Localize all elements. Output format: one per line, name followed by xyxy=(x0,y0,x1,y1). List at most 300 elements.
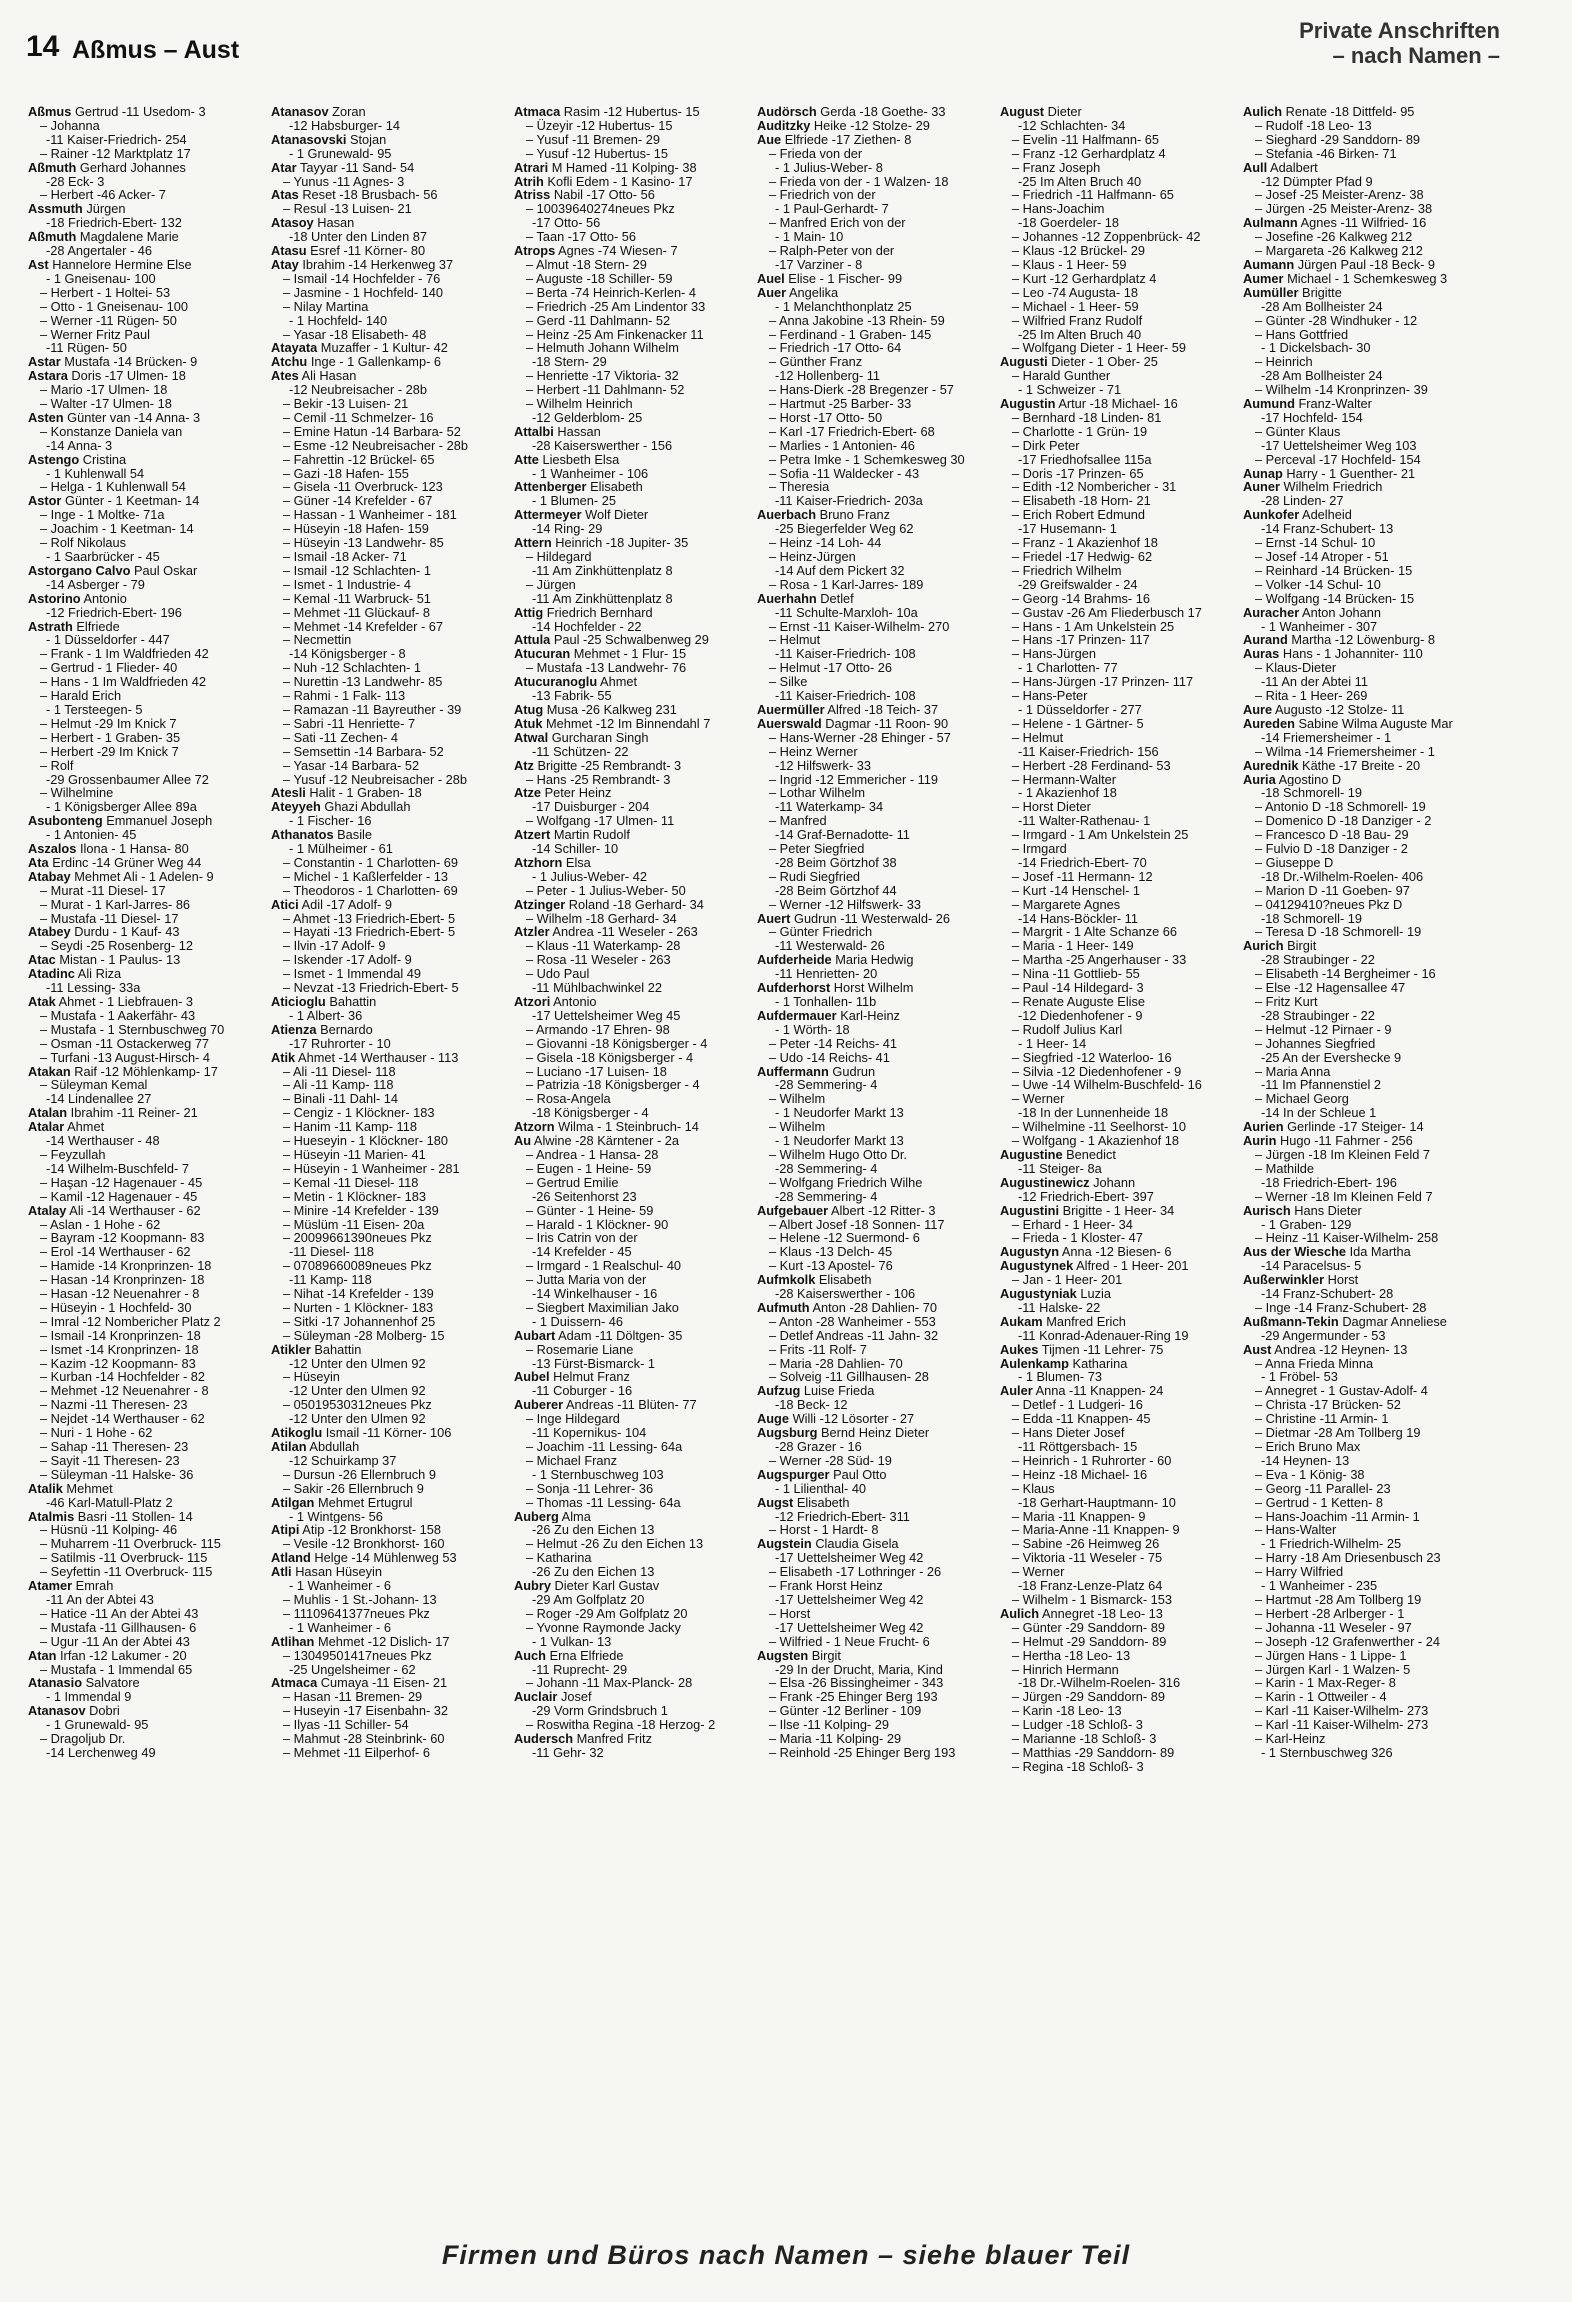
entry-detail: – Helmut xyxy=(1012,730,1064,745)
entry-detail: -18 Friedrich-Ebert- 132 xyxy=(46,216,182,231)
directory-entry xyxy=(271,1287,501,1301)
entry-detail: – Johannes -12 Zoppenbrück- 42 xyxy=(1012,230,1201,245)
directory-entry xyxy=(1000,105,1230,119)
entry-detail: – Reinhold -25 Ehinger Berg 193 xyxy=(769,1745,956,1760)
directory-entry xyxy=(1000,1092,1230,1106)
entry-detail: Bahattin xyxy=(314,1342,362,1357)
entry-detail: – Stefania -46 Birken- 71 xyxy=(1255,146,1397,161)
entry-surname: Aufzug xyxy=(757,1384,801,1399)
directory-entry xyxy=(757,1440,987,1454)
directory-entry xyxy=(1000,1009,1230,1023)
directory-entry xyxy=(514,884,744,898)
directory-entry xyxy=(271,453,501,467)
entry-detail: Tayyar -11 Sand- 54 xyxy=(299,160,415,175)
directory-entry xyxy=(271,1231,501,1245)
entry-surname: Aßmuth xyxy=(28,160,77,175)
entry-detail: – Inge Hildegard xyxy=(526,1412,620,1427)
entry-detail: -14 Franz-Schubert- 28 xyxy=(1261,1287,1394,1301)
directory-entry xyxy=(271,467,501,481)
directory-entry xyxy=(1000,383,1230,397)
entry-detail: – Wilma -14 Friemersheimer - 1 xyxy=(1255,744,1435,759)
entry-detail: -12 Hilfswerk- 33 xyxy=(775,758,872,773)
directory-entry xyxy=(28,731,258,745)
entry-detail: Gerhard Johannes xyxy=(79,160,186,175)
entry-detail: -11 Waterkamp- 34 xyxy=(775,800,884,815)
directory-entry xyxy=(28,161,258,175)
directory-entry xyxy=(1000,202,1230,216)
entry-detail: – Günter -12 Berliner - 109 xyxy=(769,1704,922,1719)
entry-detail: – Wolfgang -17 Ulmen- 11 xyxy=(526,814,675,829)
directory-entry xyxy=(1000,842,1230,856)
directory-entry xyxy=(1000,161,1230,175)
directory-entry xyxy=(28,870,258,884)
directory-entry xyxy=(1000,480,1230,494)
entry-detail: – Ismet - 1 Immendal 49 xyxy=(283,967,421,982)
entry-detail: -11 Halske- 22 xyxy=(1018,1300,1101,1315)
entry-detail: - 1 Wintgens- 56 xyxy=(289,1509,383,1524)
entry-detail: – Johann -11 Max-Planck- 28 xyxy=(526,1676,693,1691)
directory-entry xyxy=(271,1718,501,1732)
entry-detail: -17 Varziner - 8 xyxy=(775,257,863,272)
entry-detail: – Hans-Jürgen -17 Prinzen- 117 xyxy=(1012,675,1194,690)
directory-entry xyxy=(1243,898,1473,912)
directory-entry xyxy=(1000,1621,1230,1635)
directory-entry xyxy=(271,1426,501,1440)
directory-entry xyxy=(271,717,501,731)
directory-entry xyxy=(1000,508,1230,522)
directory-entry xyxy=(514,1496,744,1510)
directory-entry xyxy=(514,1510,744,1524)
entry-detail: – Helmut -26 Zu den Eichen 13 xyxy=(526,1537,704,1552)
entry-detail: – Ismail -12 Schlachten- 1 xyxy=(283,563,431,578)
directory-entry xyxy=(1243,1065,1473,1079)
entry-surname: Aurednik xyxy=(1243,758,1299,773)
directory-entry xyxy=(1243,1551,1473,1565)
directory-entry xyxy=(271,1190,501,1204)
entry-detail: Jürgen xyxy=(86,202,126,217)
entry-detail: – Gustav -26 Am Fliederbusch 17 xyxy=(1012,605,1202,620)
entry-detail: – Anna Frieda Minna xyxy=(1255,1356,1374,1371)
directory-entry xyxy=(757,202,987,216)
entry-detail: – Edith -12 Nombericher - 31 xyxy=(1012,480,1177,495)
directory-entry xyxy=(1243,1287,1473,1301)
entry-detail: – Sahap -11 Theresen- 23 xyxy=(40,1440,189,1454)
entry-detail: - 1 Sternbuschweg 103 xyxy=(532,1467,664,1482)
entry-detail: – 13049501417neues Pkz xyxy=(283,1648,432,1663)
directory-entry xyxy=(757,1176,987,1190)
entry-detail: – Ralph-Peter von der xyxy=(769,244,895,258)
entry-surname: Atienza xyxy=(271,1022,317,1037)
directory-entry xyxy=(28,633,258,647)
entry-detail: -17 Uettelsheimer Weg 42 xyxy=(775,1592,924,1607)
entry-surname: Atabay xyxy=(28,869,71,884)
directory-entry xyxy=(271,1176,501,1190)
entry-detail: – Klaus -12 Brückel- 29 xyxy=(1012,244,1146,258)
entry-surname: Atzhorn xyxy=(514,855,563,870)
directory-entry xyxy=(1000,689,1230,703)
directory-entry xyxy=(757,995,987,1009)
entry-surname: Auerhahn xyxy=(757,591,817,606)
directory-entry xyxy=(757,175,987,189)
entry-detail: – Ismail -18 Acker- 71 xyxy=(283,550,407,564)
directory-entry xyxy=(514,620,744,634)
directory-entry xyxy=(757,1746,987,1760)
directory-entry xyxy=(28,1565,258,1579)
directory-entry xyxy=(514,1245,744,1259)
directory-entry xyxy=(1243,620,1473,634)
entry-detail: – Werner -28 Süd- 19 xyxy=(769,1453,892,1468)
entry-detail: – Andrea - 1 Hansa- 28 xyxy=(526,1147,659,1162)
directory-entry xyxy=(28,1357,258,1371)
entry-detail: Andreas -11 Blüten- 77 xyxy=(565,1398,697,1413)
entry-detail: – Henriette -17 Viktoria- 32 xyxy=(526,369,679,384)
directory-entry xyxy=(1000,773,1230,787)
entry-detail: Harry - 1 Guenther- 21 xyxy=(1286,466,1416,481)
entry-detail: - 1 Düsseldorfer - 447 xyxy=(46,633,170,648)
directory-entry xyxy=(1000,1523,1230,1537)
section-title-line1: Private Anschriften xyxy=(1299,18,1500,43)
entry-detail: – Erhard - 1 Heer- 34 xyxy=(1012,1217,1133,1232)
entry-detail: – Siegfried -12 Waterloo- 16 xyxy=(1012,1050,1172,1065)
directory-entry xyxy=(1243,1579,1473,1593)
directory-entry xyxy=(757,578,987,592)
directory-entry xyxy=(757,1204,987,1218)
directory-entry xyxy=(1243,425,1473,439)
directory-entry xyxy=(757,786,987,800)
directory-entry xyxy=(1000,647,1230,661)
directory-entry xyxy=(1000,1106,1230,1120)
entry-detail: -14 Franz-Schubert- 13 xyxy=(1261,522,1394,537)
entry-detail: – Hans-Jürgen xyxy=(1012,647,1096,662)
entry-surname: Atte xyxy=(514,452,539,467)
directory-entry xyxy=(28,592,258,606)
entry-detail: Abdullah xyxy=(309,1440,360,1454)
entry-detail: -14 Asberger - 79 xyxy=(46,577,145,592)
directory-entry xyxy=(1243,578,1473,592)
entry-surname: Atalan xyxy=(28,1106,68,1121)
directory-entry xyxy=(1000,953,1230,967)
entry-surname: Augsburg xyxy=(757,1426,818,1440)
entry-detail: Josef xyxy=(560,1690,592,1705)
directory-entry xyxy=(28,1329,258,1343)
directory-entry xyxy=(1000,1482,1230,1496)
entry-surname: Astorgano Calvo xyxy=(28,563,131,578)
directory-entry xyxy=(1000,1663,1230,1677)
entry-detail: – Vesile -12 Bronkhorst- 160 xyxy=(283,1537,445,1552)
entry-detail: – Werner -11 Rügen- 50 xyxy=(40,313,177,328)
directory-entry xyxy=(514,1384,744,1398)
entry-detail: Annegret -18 Leo- 13 xyxy=(1041,1606,1163,1621)
directory-entry xyxy=(1243,341,1473,355)
directory-entry xyxy=(514,925,744,939)
directory-entry xyxy=(514,1635,744,1649)
directory-entry xyxy=(757,1496,987,1510)
entry-detail: – Uwe -14 Wilhelm-Buschfeld- 16 xyxy=(1012,1078,1202,1093)
entry-surname: Atalar xyxy=(28,1120,65,1135)
directory-entry xyxy=(271,119,501,133)
entry-detail: – Hildegard xyxy=(526,550,592,564)
entry-detail: – Ismet - 1 Industrie- 4 xyxy=(283,577,412,592)
entry-detail: – Luciano -17 Luisen- 18 xyxy=(526,1064,667,1079)
entry-detail: -11 Steiger- 8a xyxy=(1018,1161,1102,1176)
directory-entry xyxy=(514,1621,744,1635)
entry-detail: – Helmut -17 Otto- 26 xyxy=(769,661,893,676)
entry-detail: – Iskender -17 Adolf- 9 xyxy=(283,953,412,968)
directory-entry xyxy=(757,272,987,286)
directory-entry xyxy=(757,856,987,870)
directory-entry xyxy=(1243,1398,1473,1412)
directory-entry xyxy=(28,1621,258,1635)
entry-detail: -14 Graf-Bernadotte- 11 xyxy=(775,828,910,843)
directory-entry xyxy=(1000,300,1230,314)
entry-detail: Elise - 1 Fischer- 99 xyxy=(788,271,903,286)
directory-entry xyxy=(271,133,501,147)
directory-entry xyxy=(514,286,744,300)
directory-entry xyxy=(757,759,987,773)
entry-surname: Aurich xyxy=(1243,939,1284,954)
directory-entry xyxy=(28,1231,258,1245)
directory-entry xyxy=(1000,1398,1230,1412)
entry-surname: Athanatos xyxy=(271,828,334,843)
directory-entry xyxy=(271,1370,501,1384)
entry-detail: Elisabeth xyxy=(590,480,643,495)
entry-surname: Astorino xyxy=(28,591,81,606)
directory-entry xyxy=(1243,1301,1473,1315)
entry-detail: Mistan - 1 Paulus- 13 xyxy=(59,953,181,968)
directory-entry xyxy=(1000,1065,1230,1079)
directory-entry xyxy=(1000,1649,1230,1663)
entry-detail: Mehmet -12 Dislich- 17 xyxy=(317,1634,450,1649)
entry-detail: – Gertrud Emilie xyxy=(526,1175,619,1190)
directory-entry xyxy=(28,1218,258,1232)
entry-detail: Mustafa -14 Brücken- 9 xyxy=(64,355,198,370)
entry-detail: -11 Ruprecht- 29 xyxy=(532,1662,628,1677)
entry-detail: – Sakir -26 Ellernbruch 9 xyxy=(283,1481,424,1496)
entry-detail: Claudia Gisela xyxy=(815,1537,899,1552)
entry-surname: Atli xyxy=(271,1565,292,1580)
directory-entry xyxy=(1243,355,1473,369)
directory-entry xyxy=(514,119,744,133)
entry-detail: Dieter - 1 Ober- 25 xyxy=(1051,355,1158,370)
directory-entry xyxy=(1000,1162,1230,1176)
entry-detail: -18 Beck- 12 xyxy=(775,1398,848,1413)
directory-entry xyxy=(271,828,501,842)
directory-entry xyxy=(28,1704,258,1718)
directory-entry xyxy=(1000,411,1230,425)
entry-detail: -11 Kopernikus- 104 xyxy=(532,1426,647,1440)
entry-surname: Atzorn xyxy=(514,1120,555,1135)
entry-surname: Augusti xyxy=(1000,355,1048,370)
entry-detail: – Mathilde xyxy=(1255,1161,1315,1176)
entry-detail: -11 Schützen- 22 xyxy=(532,744,629,759)
entry-surname: Auracher xyxy=(1243,605,1300,620)
entry-detail: – Mustafa -11 Diesel- 17 xyxy=(40,911,179,926)
entry-detail: – Werner Fritz Paul xyxy=(40,327,150,342)
entry-detail: -25 Im Alten Bruch 40 xyxy=(1018,327,1142,342)
entry-surname: Atzori xyxy=(514,995,551,1009)
directory-entry xyxy=(1000,1468,1230,1482)
entry-detail: – Wilhelmine -11 Seelhorst- 10 xyxy=(1012,1120,1187,1135)
directory-entry xyxy=(757,1510,987,1524)
entry-detail: -12 Friedrich-Ebert- 397 xyxy=(1018,1189,1154,1204)
entry-detail: – Renate Auguste Elise xyxy=(1012,995,1146,1009)
entry-detail: – Franz -12 Gerhardplatz 4 xyxy=(1012,146,1166,161)
directory-entry xyxy=(28,1482,258,1496)
entry-detail: – Anton -28 Wanheimer - 553 xyxy=(769,1314,936,1329)
directory-entry xyxy=(757,1078,987,1092)
entry-detail: – Heinrich xyxy=(1255,355,1313,370)
entry-detail: – Manfred Erich von der xyxy=(769,216,906,231)
entry-detail: – Rainer -12 Marktplatz 17 xyxy=(40,146,191,161)
entry-detail: Dieter Karl Gustav xyxy=(554,1579,660,1593)
directory-entry xyxy=(1000,1593,1230,1607)
directory-entry xyxy=(28,494,258,508)
directory-entry xyxy=(757,1384,987,1398)
directory-entry xyxy=(757,1482,987,1496)
directory-entry xyxy=(757,939,987,953)
entry-detail: Basri -11 Stollen- 14 xyxy=(77,1509,193,1524)
directory-entry xyxy=(28,703,258,717)
entry-detail: – Mehmet -12 Neuenahrer - 8 xyxy=(40,1384,209,1399)
directory-entry xyxy=(1000,856,1230,870)
entry-surname: Astrath xyxy=(28,619,73,634)
directory-entry xyxy=(1243,1468,1473,1482)
page-number: 14 xyxy=(26,30,60,63)
entry-surname: Astengo xyxy=(28,452,80,467)
entry-detail: -28 Angertaler - 46 xyxy=(46,244,152,258)
directory-entry xyxy=(28,786,258,800)
entry-detail: -28 Semmering- 4 xyxy=(775,1189,878,1204)
entry-detail: Horst xyxy=(1327,1273,1359,1288)
entry-detail: – Jutta Maria von der xyxy=(526,1273,647,1288)
entry-detail: Brigitte xyxy=(1302,285,1342,300)
directory-entry xyxy=(514,1565,744,1579)
directory-entry xyxy=(514,202,744,216)
entry-detail: -14 Königsberger - 8 xyxy=(289,647,406,662)
entry-detail: – Heinz -25 Am Finkenacker 11 xyxy=(526,327,704,342)
directory-entry xyxy=(28,1690,258,1704)
entry-detail: Helmut Franz xyxy=(553,1370,630,1385)
entry-detail: – Hüsnü -11 Kolping- 46 xyxy=(40,1523,178,1538)
entry-detail: – Seydi -25 Rosenberg- 12 xyxy=(40,939,193,954)
entry-detail: Johann xyxy=(1093,1175,1136,1190)
directory-entry xyxy=(271,884,501,898)
entry-surname: Aus der Wiesche xyxy=(1243,1245,1347,1260)
entry-detail: – Mehmet -11 Glückauf- 8 xyxy=(283,605,430,620)
directory-entry xyxy=(1243,995,1473,1009)
entry-detail: – Kurt -12 Gerhardplatz 4 xyxy=(1012,271,1157,286)
entry-detail: – Yusuf -12 Hubertus- 15 xyxy=(526,146,669,161)
directory-entry xyxy=(757,1134,987,1148)
entry-detail: Roland -18 Gerhard- 34 xyxy=(568,897,704,912)
directory-entry xyxy=(757,647,987,661)
entry-detail: – Hans -17 Prinzen- 117 xyxy=(1012,633,1150,648)
directory-entry xyxy=(1243,647,1473,661)
entry-detail: – Ilvin -17 Adolf- 9 xyxy=(283,939,386,954)
entry-detail: Magdalene Marie xyxy=(79,230,179,245)
directory-entry xyxy=(1000,355,1230,369)
directory-entry xyxy=(1000,1134,1230,1148)
entry-detail: -14 Friemersheimer - 1 xyxy=(1261,730,1392,745)
directory-entry xyxy=(271,800,501,814)
directory-entry xyxy=(271,425,501,439)
directory-entry xyxy=(1243,939,1473,953)
entry-detail: -12 Hollenberg- 11 xyxy=(775,369,881,384)
entry-surname: Atilgan xyxy=(271,1495,315,1510)
entry-surname: Aufgebauer xyxy=(757,1203,829,1218)
entry-detail: -17 Uettelsheimer Weg 42 xyxy=(775,1551,924,1566)
entry-detail: – Mustafa - 1 Sternbuschweg 70 xyxy=(40,1022,225,1037)
entry-detail: – 07089660089neues Pkz xyxy=(283,1259,432,1274)
entry-detail: – Frits -11 Rolf- 7 xyxy=(769,1342,867,1357)
entry-surname: Attern xyxy=(514,536,552,550)
entry-detail: Musa -26 Kalkweg 231 xyxy=(546,702,677,717)
directory-entry xyxy=(757,1357,987,1371)
entry-surname: Augsten xyxy=(757,1648,809,1663)
directory-entry xyxy=(1243,1023,1473,1037)
entry-detail: – Detlef - 1 Ludgeri- 16 xyxy=(1012,1398,1143,1413)
directory-entry xyxy=(514,147,744,161)
directory-entry xyxy=(1000,1551,1230,1565)
directory-entry xyxy=(1243,1106,1473,1120)
entry-detail: – Ingrid -12 Emmericher - 119 xyxy=(769,772,939,787)
directory-entry xyxy=(1243,1496,1473,1510)
entry-detail: Alfred - 1 Heer- 201 xyxy=(1076,1259,1189,1274)
entry-detail: – Regina -18 Schloß- 3 xyxy=(1012,1759,1144,1774)
entry-detail: Mehmet xyxy=(66,1481,113,1496)
entry-surname: Atzinger xyxy=(514,897,566,912)
entry-detail: Michael - 1 Schemkesweg 3 xyxy=(1287,271,1448,286)
directory-entry xyxy=(514,842,744,856)
entry-surname: Atar xyxy=(271,160,297,175)
entry-detail: - 1 Neudorfer Markt 13 xyxy=(775,1106,904,1121)
entry-detail: – 10039640274neues Pkz xyxy=(526,202,675,217)
entry-detail: – Franz - 1 Akazienhof 18 xyxy=(1012,536,1158,550)
directory-entry xyxy=(1243,1190,1473,1204)
directory-entry xyxy=(28,1412,258,1426)
directory-entry xyxy=(28,397,258,411)
directory-entry xyxy=(1243,1718,1473,1732)
directory-entry xyxy=(757,592,987,606)
entry-surname: Atalmis xyxy=(28,1509,75,1524)
entry-detail: -11 Coburger - 16 xyxy=(532,1384,633,1399)
directory-entry xyxy=(757,188,987,202)
entry-surname: Atz xyxy=(514,758,534,773)
entry-detail: -17 Uettelsheimer Weg 103 xyxy=(1261,438,1417,453)
directory-entry xyxy=(1000,453,1230,467)
entry-detail: – Nina -11 Gottlieb- 55 xyxy=(1012,967,1140,982)
directory-entry xyxy=(757,147,987,161)
directory-entry xyxy=(1243,1593,1473,1607)
entry-detail: – Reinhard -14 Brücken- 15 xyxy=(1255,563,1413,578)
entry-detail: – Theodoros - 1 Charlotten- 69 xyxy=(283,883,458,898)
directory-entry xyxy=(1000,925,1230,939)
directory-entry xyxy=(514,773,744,787)
entry-detail: – Hans-Dierk -28 Bregenzer - 57 xyxy=(769,383,954,398)
directory-entry xyxy=(514,731,744,745)
entry-detail: – Werner -12 Hilfswerk- 33 xyxy=(769,897,921,912)
entry-detail: -11 Kaiser-Friedrich- 254 xyxy=(46,132,187,147)
entry-surname: Aßmuth xyxy=(28,230,77,245)
entry-surname: Außmann-Tekin xyxy=(1243,1314,1339,1329)
entry-detail: Elfriede xyxy=(76,619,120,634)
directory-entry xyxy=(1243,216,1473,230)
directory-entry xyxy=(757,1023,987,1037)
directory-entry xyxy=(757,1218,987,1232)
entry-detail: – Hayati -13 Friedrich-Ebert- 5 xyxy=(283,925,456,940)
directory-entry xyxy=(1243,161,1473,175)
directory-entry xyxy=(1243,272,1473,286)
